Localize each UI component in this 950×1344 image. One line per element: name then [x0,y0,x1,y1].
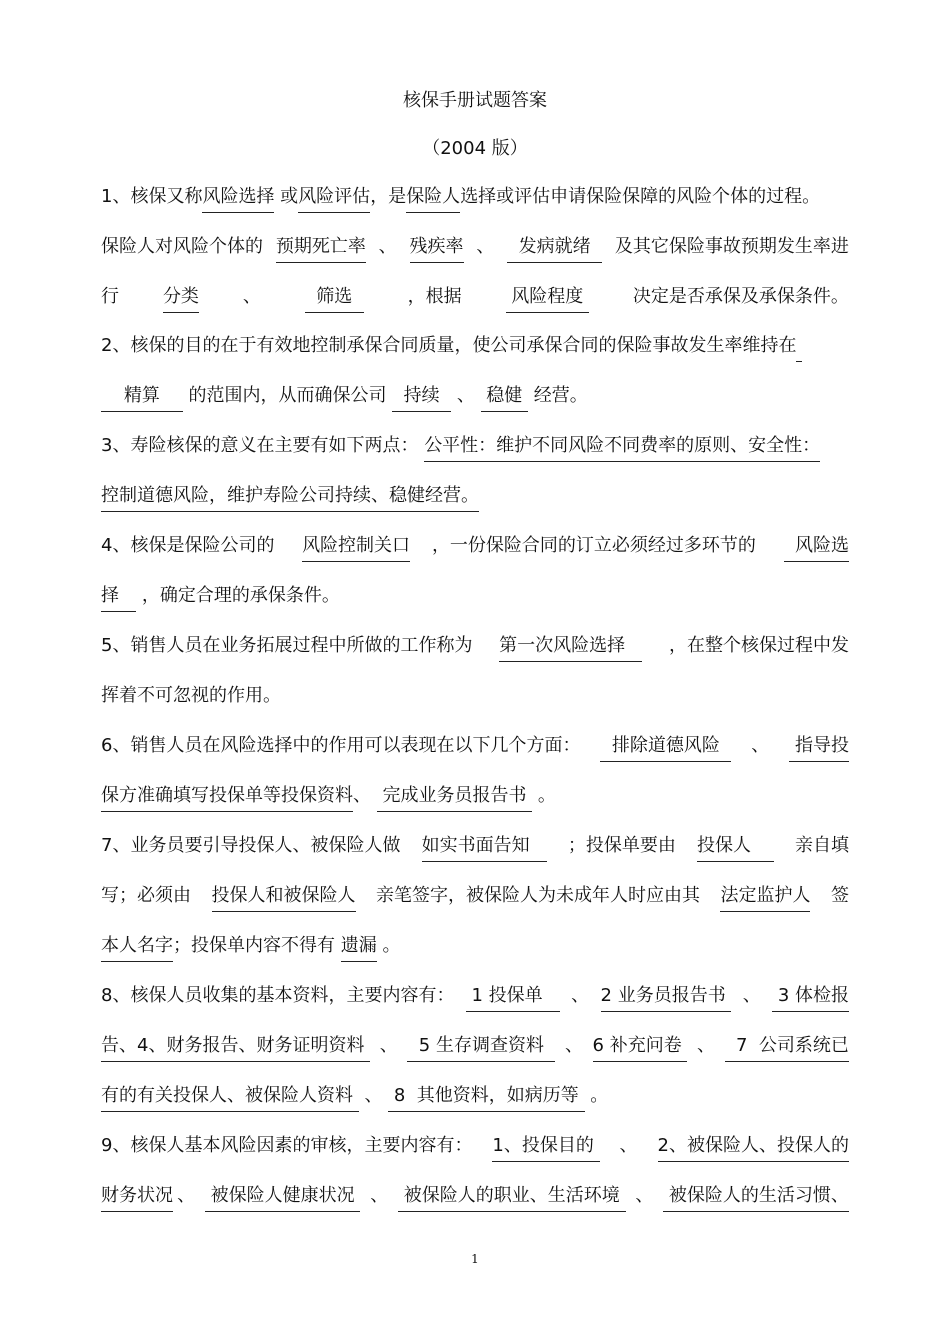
text-line [101,534,849,562]
answer-blank: 被保险人的生活习惯、 [663,1184,849,1212]
answer-blank: 有的有关投保人、被保险人资料 [101,1084,359,1112]
answer-blank: 6 补充问卷 [593,1034,688,1062]
text-line [101,434,849,462]
question-text: 选择或评估申请保险保障的风险个体的过程。 [460,186,821,207]
text-line [101,285,849,313]
answer-blank: 精算 [101,384,183,412]
question-text: ；投保单要由 [562,835,682,856]
page-number: 1 [471,1252,479,1266]
answer-blank: 风险选 [784,534,849,562]
answer-blank: 本人名字 [101,934,173,962]
question-text: ，根据 [401,286,468,307]
answer-blank: 发病就绪 [507,235,602,263]
answer-blank: 持续 [392,384,451,412]
text-line [101,334,849,362]
answer-blank: 择 [101,584,136,612]
text-line [101,1134,849,1162]
question-text: 。 [532,785,556,806]
document-title: 核保手册试题答案 [403,90,547,111]
question-text: ，在整个核保过程中发 [663,635,849,656]
question-text: 的范围内，从而确保公司 [182,385,393,406]
question-text: 4、核保是保险公司的 [101,535,281,556]
question-text: 、 [559,1035,589,1056]
question-text: 及其它保险事故预期发生率进 [609,236,849,257]
document-subtitle: （2004 版） [422,138,528,159]
question-text: 挥着不可忽视的作用。 [101,685,281,706]
question-text: 、 [372,236,403,257]
question-text: 5、销售人员在业务拓展过程中所做的工作称为 [101,635,479,656]
question-text: 或 [274,186,299,207]
answer-blank: 筛选 [305,285,364,313]
text-line [101,1184,849,1212]
answer-blank: 告、4、财务报告、财务证明资料 [101,1034,370,1062]
answer-blank: 财务状况 [101,1184,173,1212]
question-text: 、 [745,735,776,756]
answer-blank: 2、被保险人、投保人的 [658,1134,849,1162]
text-line [101,235,849,263]
answer-blank: 排除道德风险 [600,734,731,762]
answer-blank: 预期死亡率 [276,235,366,263]
text-line [101,634,849,662]
answer-blank: 风险控制关口 [302,534,410,562]
answer-blank: 被保险人的职业、生活环境 [398,1184,625,1212]
answer-blank: 投保人 [697,834,774,862]
question-text: 、 [691,1035,721,1056]
question-text: 8、核保人员收集的基本资料，主要内容有： [101,985,461,1006]
question-text: 2、核保的目的在于有效地控制承保合同质量，使公司承保合同的保险事故发生率维持在 [101,335,797,356]
answer-blank: 如实书面告知 [422,834,547,862]
answer-blank: 风险评估 [298,185,370,213]
answer-blank: 投保人和被保险人 [212,884,356,912]
answer-blank: 1 投保单 [466,984,560,1012]
answer-blank: 指导投 [789,734,849,762]
answer-blank: 保方准确填写投保单等投保资料 [101,784,353,812]
answer-blank: 1、投保目的 [492,1134,599,1162]
question-text: 。 [376,935,401,956]
question-text: 写；必须由 [101,885,197,906]
text-line [101,734,849,762]
question-text: 7、业务员要引导投保人、被保险人做 [101,835,407,856]
text-line [101,684,849,708]
question-text: 、 [374,1035,404,1056]
answer-blank: 残疾率 [410,235,464,263]
text-line [101,834,849,862]
text-line [101,484,849,512]
question-text: ，一份保险合同的订立必须经过多环节的 [431,535,762,556]
text-line [101,1084,849,1112]
question-text: 经营。 [528,385,588,406]
answer-blank: 分类 [163,285,199,313]
text-line [101,384,849,412]
question-text: ，是 [370,186,407,207]
answer-blank: 法定监护人 [720,884,810,912]
question-text: 、 [565,985,595,1006]
answer-blank: 2 业务员报告书 [601,984,732,1012]
answer-blank: 遗漏 [341,934,377,962]
question-text: ，确定合理的承保条件。 [136,585,340,606]
question-text: 。 [584,1085,609,1106]
question-text: 、 [451,385,481,406]
answer-blank: 5 生存调查资料 [407,1034,555,1062]
text-line [101,1034,849,1062]
text-line [101,185,849,213]
answer-blank: 公平性：维护不同风险不同费率的原则、安全性： [424,434,820,462]
answer-blank: 8 其他资料，如病历等 [388,1084,584,1112]
question-text: 决定是否承保及承保条件。 [627,286,849,307]
question-text: 签 [825,885,849,906]
question-text: 行 [101,286,125,307]
text-line [101,984,849,1012]
answer-blank: 完成业务员报告书 [377,784,532,812]
question-text: 、 [353,785,377,806]
question-text: 、 [737,985,767,1006]
question-text: 1、核保又称 [101,186,203,207]
question-text: ；投保单内容不得有 [173,935,341,956]
question-text: 、 [358,1085,389,1106]
answer-blank [796,334,802,362]
text-line [101,884,849,912]
answer-blank: 稳健 [481,384,528,412]
answer-blank: 风险选择 [202,185,274,213]
answer-blank: 7 公司系统已 [725,1034,849,1062]
question-text: 、 [237,286,267,307]
question-text: 、 [629,1185,660,1206]
question-text: 、 [470,236,501,257]
text-line [101,934,849,962]
text-line [101,784,849,812]
question-text: 、 [364,1185,394,1206]
question-text: 亲笔签字，被保险人为未成年人时应由其 [370,885,706,906]
answer-blank: 第一次风险选择 [499,634,642,662]
question-text: 、 [177,1185,201,1206]
question-text: 保险人对风险个体的 [101,236,269,257]
question-text: 、 [613,1135,644,1156]
answer-blank: 保险人 [406,185,460,213]
answer-blank: 控制道德风险，维护寿险公司持续、稳健经营。 [101,484,479,512]
question-text: 9、核保人基本风险因素的审核，主要内容有： [101,1135,479,1156]
answer-blank: 3 体检报 [772,984,849,1012]
answer-blank: 风险程度 [506,285,589,313]
text-line [101,584,849,612]
answer-blank: 被保险人健康状况 [205,1184,360,1212]
question-text: 亲自填 [789,835,849,856]
question-text: 3、寿险核保的意义在主要有如下两点： [101,435,425,456]
question-text: 6、销售人员在风险选择中的作用可以表现在以下几个方面： [101,735,587,756]
